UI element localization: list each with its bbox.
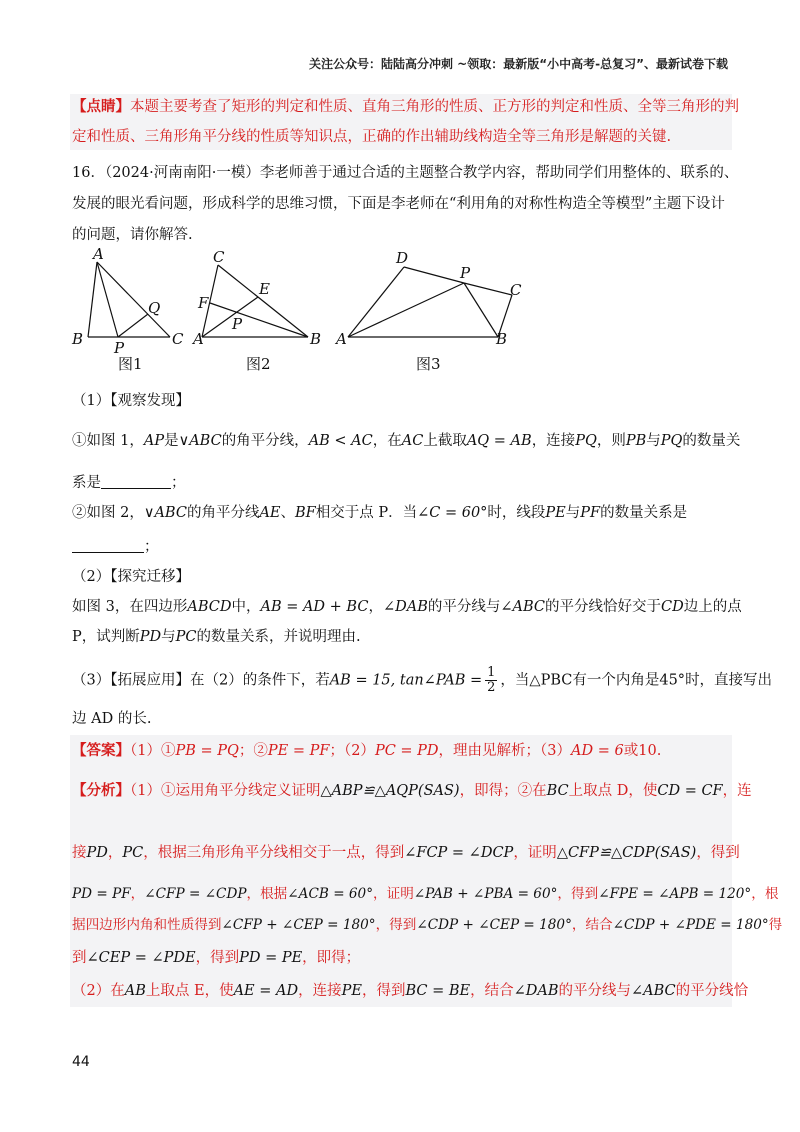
problem-intro-2: 发展的眼光看问题，形成科学的思维习惯，下面是李老师在“利用角的对称性构造全等模型”主题下设计 bbox=[72, 196, 725, 212]
analysis-text: ， bbox=[130, 886, 145, 902]
q1a-text: ，在 bbox=[372, 433, 402, 449]
q2a-text: 边上的点 bbox=[683, 599, 742, 615]
q1a-text: 与 bbox=[646, 433, 661, 449]
q3a-text: 时，直接写出 bbox=[685, 672, 773, 689]
fraction-numerator: 1 bbox=[487, 665, 496, 680]
question-1a-cont bbox=[72, 472, 186, 494]
analysis-line-1 bbox=[72, 780, 752, 802]
analysis-line-4 bbox=[72, 914, 782, 936]
analysis-text: 上取点 D，使 bbox=[568, 783, 658, 799]
analysis-text: 到 bbox=[72, 950, 87, 966]
question-1a bbox=[72, 430, 740, 452]
analysis-math: AE = AD bbox=[233, 983, 299, 999]
answer-text: 10 bbox=[638, 743, 657, 759]
analysis-text: ，得到 bbox=[557, 886, 599, 902]
part1-title: （1）【观察发现】 bbox=[72, 393, 190, 409]
q1a-math: PQ bbox=[660, 433, 683, 449]
answer-blank-1[interactable] bbox=[101, 474, 171, 489]
analysis-math: ∠ACB = 60° bbox=[287, 886, 374, 902]
q1b-math: AE bbox=[259, 505, 281, 521]
answer-math: PC = PD bbox=[374, 743, 439, 759]
analysis-math: BC = BE bbox=[405, 983, 471, 999]
answer-math: AD = 6 bbox=[571, 743, 624, 759]
fig2-label-C: C bbox=[213, 248, 225, 266]
analysis-text: 的平分线与 bbox=[558, 983, 631, 999]
q1a-text: 上截取 bbox=[423, 433, 467, 449]
analysis-text: ，得到 bbox=[361, 983, 406, 999]
fig1-label-P: P bbox=[114, 339, 125, 357]
answer-line bbox=[72, 740, 661, 762]
q1a-text: ，连接 bbox=[531, 433, 576, 449]
fraction-denominator: 2 bbox=[487, 680, 496, 695]
page-header: 关注公众号：陆陆高分冲刺 ~领取：最新版“小中高考-总复习”、最新试卷下载 bbox=[309, 57, 728, 71]
q2b-math: PC bbox=[175, 629, 197, 645]
analysis-line-6 bbox=[72, 980, 748, 1002]
q1a-math: PB bbox=[625, 433, 647, 449]
q1b-text: 的角平分线 bbox=[186, 505, 260, 521]
analysis-math: △CFP≌△CDP(SAS) bbox=[556, 845, 697, 861]
analysis-math: CD = CF bbox=[657, 783, 723, 799]
fraction bbox=[485, 666, 497, 695]
q1a-math: AQ = AB bbox=[466, 433, 532, 449]
fig3-caption: 图3 bbox=[416, 355, 441, 373]
q1b-text: 、 bbox=[280, 505, 296, 521]
analysis-math: ∠CEP = ∠PDE bbox=[86, 950, 196, 966]
answer-text: （1）① bbox=[130, 743, 176, 759]
analysis-math: PD = PE bbox=[239, 950, 303, 966]
analysis-math: ∠FCP = ∠DCP bbox=[404, 845, 514, 861]
q3a-math: AB = 15, tan∠PAB = bbox=[329, 672, 483, 689]
part2-title: （2）【探究迁移】 bbox=[72, 569, 190, 585]
q2a-math: ∠ABC bbox=[500, 599, 545, 615]
question-3b: 边 AD 的长. bbox=[72, 711, 152, 727]
fig2-label-B: B bbox=[310, 330, 322, 348]
analysis-math: PE bbox=[341, 983, 362, 999]
analysis-text: 接 bbox=[72, 845, 87, 861]
q2a-math: ABCD bbox=[187, 599, 232, 615]
q2a-text: 的平分线恰好交于 bbox=[545, 599, 661, 615]
analysis-math: AB bbox=[124, 983, 146, 999]
analysis-text: ，即得；②在 bbox=[459, 783, 547, 799]
q3a-text: ，当 bbox=[500, 672, 530, 689]
q1b-math: ∠C = 60° bbox=[417, 505, 488, 521]
analysis-text: ，得到 bbox=[375, 917, 417, 933]
problem-intro-1: 16．（2024·河南南阳·一模）李老师善于通过合适的主题整合教学内容，帮助同学们用整体的、联系的、 bbox=[72, 165, 739, 181]
fig1-caption: 图1 bbox=[118, 355, 143, 373]
answer-math: PE = PF bbox=[267, 743, 330, 759]
question-1b bbox=[72, 502, 687, 524]
question-1b-cont bbox=[72, 536, 159, 558]
analysis-text: （2）在 bbox=[72, 983, 125, 999]
answer-math: PB = PQ bbox=[175, 743, 239, 759]
analysis-line-2 bbox=[72, 842, 740, 864]
q2a-text: ， bbox=[368, 599, 383, 615]
answer-tag: 【答案】 bbox=[72, 742, 130, 759]
q1a-end: ； bbox=[171, 475, 186, 491]
figure-2 bbox=[202, 265, 308, 337]
q1b-text: 的数量关系是 bbox=[600, 505, 688, 521]
analysis-text: ，得到 bbox=[696, 845, 740, 861]
q2a-math: AB = AD + BC bbox=[260, 599, 369, 615]
analysis-text: ，即得； bbox=[302, 950, 361, 966]
analysis-text: 得 bbox=[768, 917, 783, 933]
q1a-text: ①如图 1， bbox=[72, 433, 144, 449]
analysis-text: ，证明 bbox=[373, 886, 414, 902]
q1a-math: AB < AC bbox=[308, 433, 373, 449]
q1a-text: ，则 bbox=[596, 433, 626, 449]
q1a-math: PQ bbox=[575, 433, 597, 449]
q1b-text: ②如图 2， bbox=[72, 505, 144, 521]
fig3-label-P: P bbox=[460, 264, 471, 282]
comment-text-1: 本题主要考查了矩形的判定和性质、直角三角形的性质、正方形的判定和性质、全等三角形的判 bbox=[130, 99, 739, 115]
analysis-math: △ABP≌△AQP(SAS) bbox=[320, 783, 460, 799]
q1b-end: ； bbox=[144, 539, 159, 555]
analysis-text: ，结合 bbox=[470, 983, 514, 999]
analysis-math: ∠ABC bbox=[631, 983, 676, 999]
q1a-math: ∨ABC bbox=[178, 433, 222, 449]
q1a-text: 是 bbox=[164, 433, 179, 449]
q3a-text: （3）【拓展应用】在（2）的条件下，若 bbox=[72, 672, 330, 689]
fig2-label-F: F bbox=[198, 294, 209, 312]
analysis-math: PC bbox=[122, 845, 144, 861]
analysis-line-3 bbox=[72, 883, 778, 905]
fig2-label-A: A bbox=[193, 330, 204, 348]
question-2a bbox=[72, 596, 742, 618]
analysis-text: ，连 bbox=[722, 783, 752, 799]
analysis-math: ∠FPE = ∠APB = 120° bbox=[598, 886, 752, 902]
q1b-text: 与 bbox=[565, 505, 581, 521]
answer-text: . bbox=[656, 743, 662, 759]
answer-blank-2[interactable] bbox=[72, 538, 144, 553]
fig3-label-A: A bbox=[336, 330, 347, 348]
analysis-text: 的平分线恰 bbox=[675, 983, 749, 999]
fig2-label-P: P bbox=[232, 315, 243, 333]
fig2-label-E: E bbox=[259, 280, 270, 298]
analysis-text: ，结合 bbox=[571, 917, 613, 933]
q2a-math: CD bbox=[661, 599, 684, 615]
q1a-cont-text: 系是 bbox=[72, 475, 101, 491]
q1a-text: 的数量关 bbox=[682, 433, 741, 449]
comment-tag: 【点睛】 bbox=[72, 98, 130, 115]
fig1-label-B: B bbox=[72, 330, 84, 348]
answer-text: 或 bbox=[623, 743, 639, 759]
q1b-text: 时，线段 bbox=[487, 505, 546, 521]
analysis-line-5 bbox=[72, 947, 360, 969]
analysis-math: ∠CFP = ∠CDP bbox=[144, 886, 247, 902]
analysis-math: ∠PAB + ∠PBA = 60° bbox=[413, 886, 558, 902]
figure-3 bbox=[348, 267, 512, 337]
answer-text: ，理由见解析；（3） bbox=[438, 743, 572, 759]
q2a-text: 如图 3，在四边形 bbox=[72, 599, 188, 615]
q3a-text: 有一个内角是 bbox=[572, 672, 660, 689]
q1b-math: BF bbox=[295, 505, 316, 521]
fig1-label-A: A bbox=[93, 245, 104, 263]
q2b-text: 与 bbox=[161, 629, 176, 645]
fig3-label-D: D bbox=[396, 249, 409, 267]
analysis-tag: 【分析】 bbox=[72, 782, 130, 799]
fig2-caption: 图2 bbox=[246, 355, 271, 373]
q1b-math: PF bbox=[580, 505, 601, 521]
analysis-math: PD = PF bbox=[72, 886, 131, 902]
fig3-label-C: C bbox=[510, 281, 522, 299]
q1b-math: ∨ABC bbox=[143, 505, 187, 521]
page-number: 44 bbox=[72, 1054, 90, 1070]
q2a-text: 中， bbox=[231, 599, 261, 615]
q2b-text: P，试判断 bbox=[72, 629, 140, 645]
answer-text: ；（2） bbox=[329, 743, 375, 759]
q1b-math: PE bbox=[545, 505, 566, 521]
analysis-text: ，连接 bbox=[298, 983, 342, 999]
question-2b bbox=[72, 626, 361, 648]
q1a-math: AP bbox=[143, 433, 165, 449]
fig1-label-Q: Q bbox=[148, 299, 161, 317]
analysis-text: （1）①运用角平分线定义证明 bbox=[130, 783, 321, 799]
question-3a bbox=[72, 666, 772, 695]
q1b-text: 相交于点 P．当 bbox=[315, 505, 418, 521]
answer-text: ；② bbox=[238, 743, 268, 759]
comment-line-2: 定和性质、三角形角平分线的性质等知识点，正确的作出辅助线构造全等三角形是解题的关键. bbox=[72, 129, 672, 145]
analysis-math: ∠CFP + ∠CEP = 180° bbox=[221, 917, 376, 933]
q2b-text: 的数量关系，并说明理由. bbox=[196, 629, 361, 645]
analysis-text: ，根 bbox=[751, 886, 779, 902]
analysis-text: ，根据三角形角平分线相交于一点，得到 bbox=[143, 845, 405, 861]
analysis-math: PD bbox=[86, 845, 108, 861]
figure-diagrams bbox=[60, 245, 540, 380]
q2b-math: PD bbox=[139, 629, 162, 645]
q3a-math: △PBC bbox=[529, 672, 573, 689]
q1a-math: AC bbox=[401, 433, 424, 449]
problem-intro-3: 的问题，请你解答. bbox=[72, 227, 193, 243]
analysis-math: ∠DAB bbox=[513, 983, 559, 999]
analysis-text: ， bbox=[107, 845, 123, 861]
q3a-math: 45° bbox=[659, 672, 686, 689]
fig3-label-B: B bbox=[496, 330, 508, 348]
analysis-text: ，得到 bbox=[195, 950, 240, 966]
comment-line-1 bbox=[72, 96, 739, 118]
analysis-math: ∠CDP + ∠CEP = 180° bbox=[416, 917, 572, 933]
analysis-text: ，根据 bbox=[246, 886, 288, 902]
fig1-label-C: C bbox=[172, 330, 184, 348]
analysis-text: ，证明 bbox=[513, 845, 557, 861]
analysis-text: 上取点 E，使 bbox=[145, 983, 234, 999]
analysis-text: 据四边形内角和性质得到 bbox=[72, 917, 222, 933]
q2a-text: 的平分线与 bbox=[427, 599, 501, 615]
analysis-math: ∠CDP + ∠PDE = 180° bbox=[612, 917, 769, 933]
q1a-text: 的角平分线， bbox=[221, 433, 309, 449]
q2a-math: ∠DAB bbox=[382, 599, 428, 615]
analysis-math: BC bbox=[546, 783, 569, 799]
